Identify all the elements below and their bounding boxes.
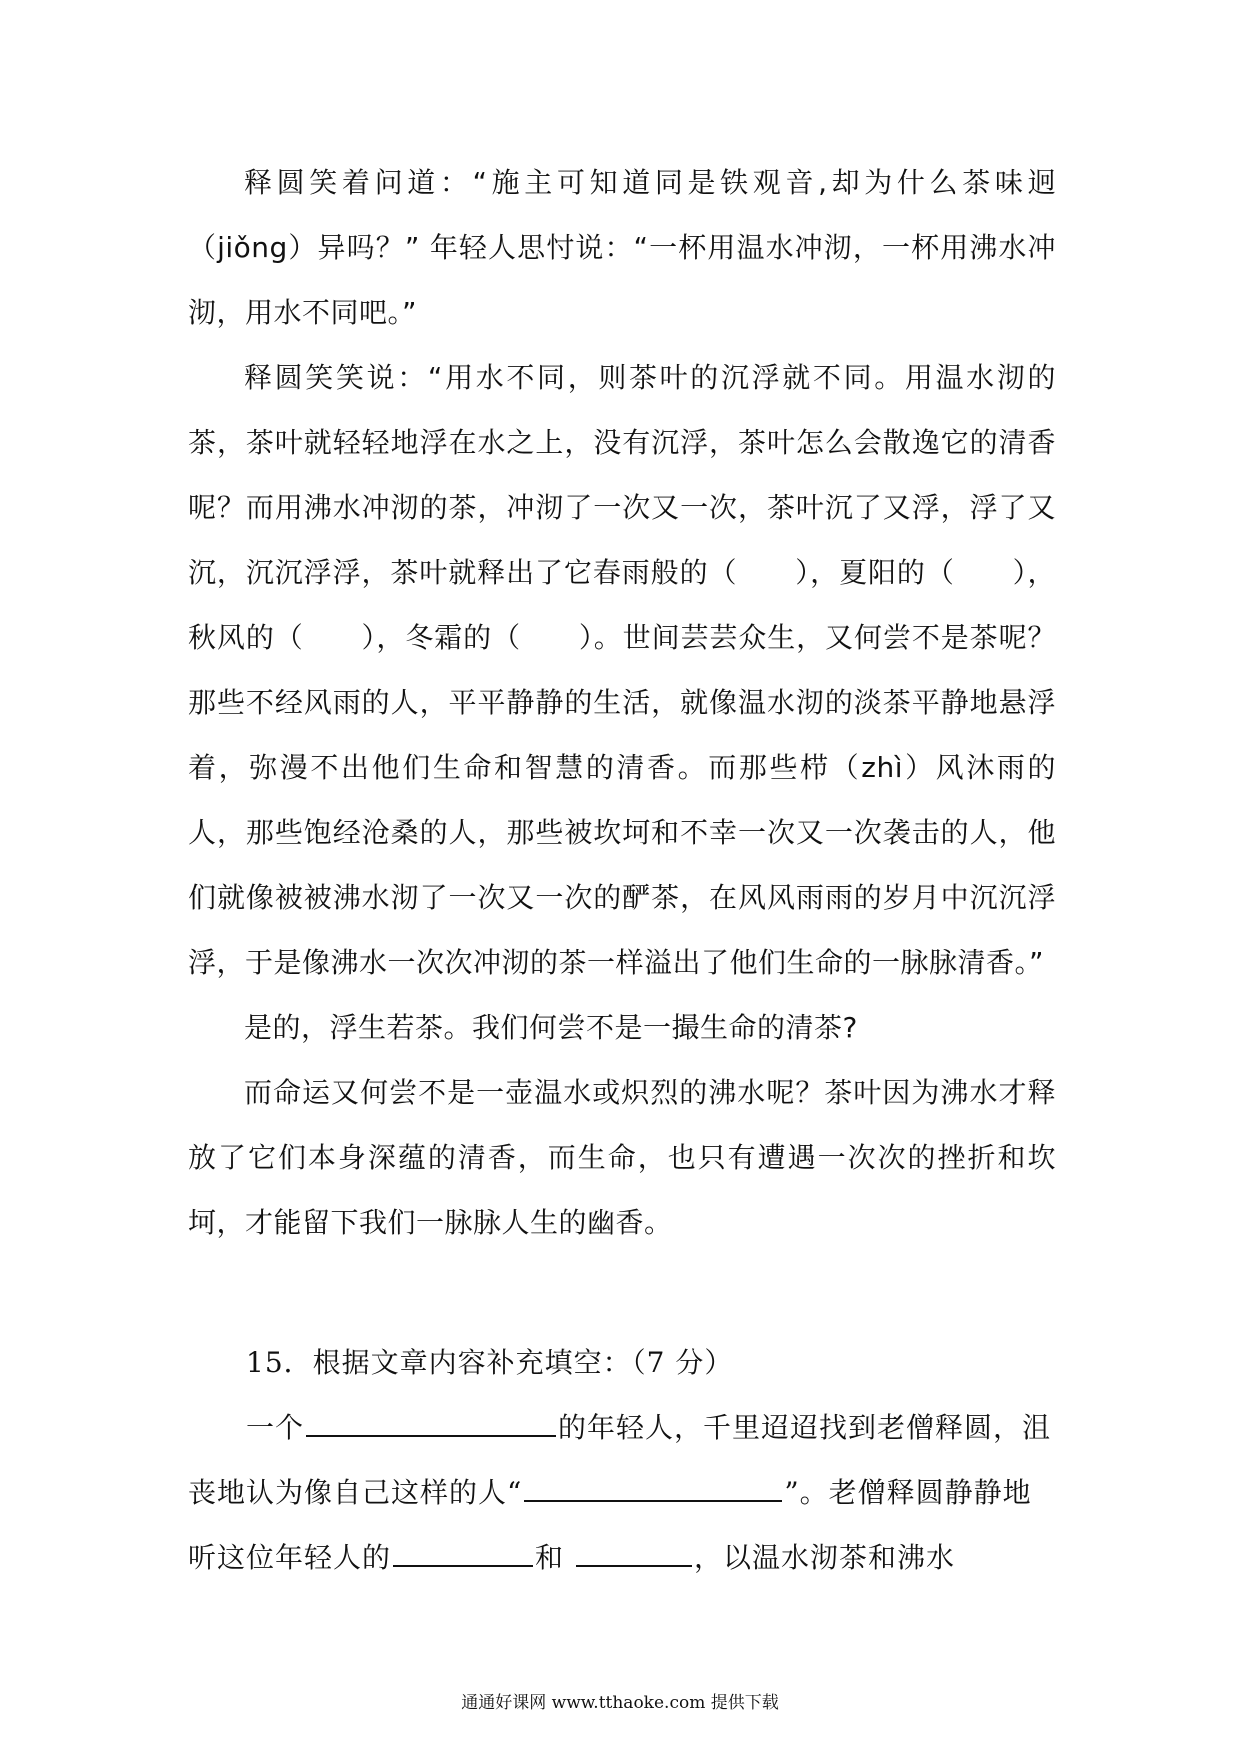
answer-blank-3[interactable] <box>393 1535 533 1567</box>
passage-paragraph: 释圆笑着问道：“施主可知道同是铁观音,却为什么茶味迥（jiǒng）异吗？” 年轻人思忖说：“一杯用温水冲沏，一杯用沸水冲沏，用水不同吧。” <box>188 166 1056 329</box>
answer-blank-2[interactable] <box>524 1470 782 1502</box>
answer-blank-1[interactable] <box>306 1405 556 1437</box>
passage-paragraph: 释圆笑笑说：“用水不同，则茶叶的沉浮就不同。用温水沏的茶，茶叶就轻轻地浮在水之上，没有沉浮，茶叶怎么会散逸它的清香呢？而用沸水冲沏的茶，冲沏了一次又一次，茶叶沉了又浮，浮了又沉，沉沉浮浮，茶叶就释出了它春雨般的（ ），夏阳的（ ），秋风的（ ），冬霜的（ ）。世间芸芸众生，又何尝不是茶呢？那些不经风雨的人，平平静静的生活，就像温水沏的淡茶平静地悬浮着，弥漫不出他们生命和智慧的清香。而那些栉（zhì）风沐雨的人，那些饱经沧桑的人，那些被坎坷和不幸一次又一次袭击的人，他们就像被被沸水沏了一次又一次的酽茶，在风风雨雨的岁月中沉沉浮浮，于是像沸水一次次冲沏的茶一样溢出了他们生命的一脉脉清香。” <box>188 361 1056 979</box>
passage-paragraph: 是的，浮生若茶。我们何尝不是一撮生命的清茶? <box>244 1011 858 1044</box>
page-footer: 通通好课网 www.tthaoke.com 提供下载 <box>461 1693 779 1713</box>
answer-blank-4[interactable] <box>576 1535 692 1567</box>
question-title: 15．根据文章内容补充填空：（7 分） <box>246 1346 734 1379</box>
fill-in-text <box>188 1395 1056 1590</box>
fill-text-3: ”。老僧释圆静静地听这位年轻人的 <box>188 1476 1032 1574</box>
question-15 <box>188 1330 1056 1590</box>
fill-text-5: ，以温水沏茶和沸水 <box>693 1541 955 1574</box>
fill-text-4: 和 <box>535 1541 565 1574</box>
passage <box>188 150 1056 1255</box>
passage-paragraph: 而命运又何尝不是一壶温水或炽烈的沸水呢？茶叶因为沸水才释放了它们本身深蕴的清香，而生命，也只有遭遇一次次的挫折和坎坷，才能留下我们一脉脉人生的幽香。 <box>188 1076 1056 1239</box>
fill-text-1: 一个 <box>246 1411 305 1444</box>
fill-text-2: 的年轻人，千里迢迢找到老僧释圆，沮丧地认为像自己这样的人“ <box>188 1411 1052 1509</box>
